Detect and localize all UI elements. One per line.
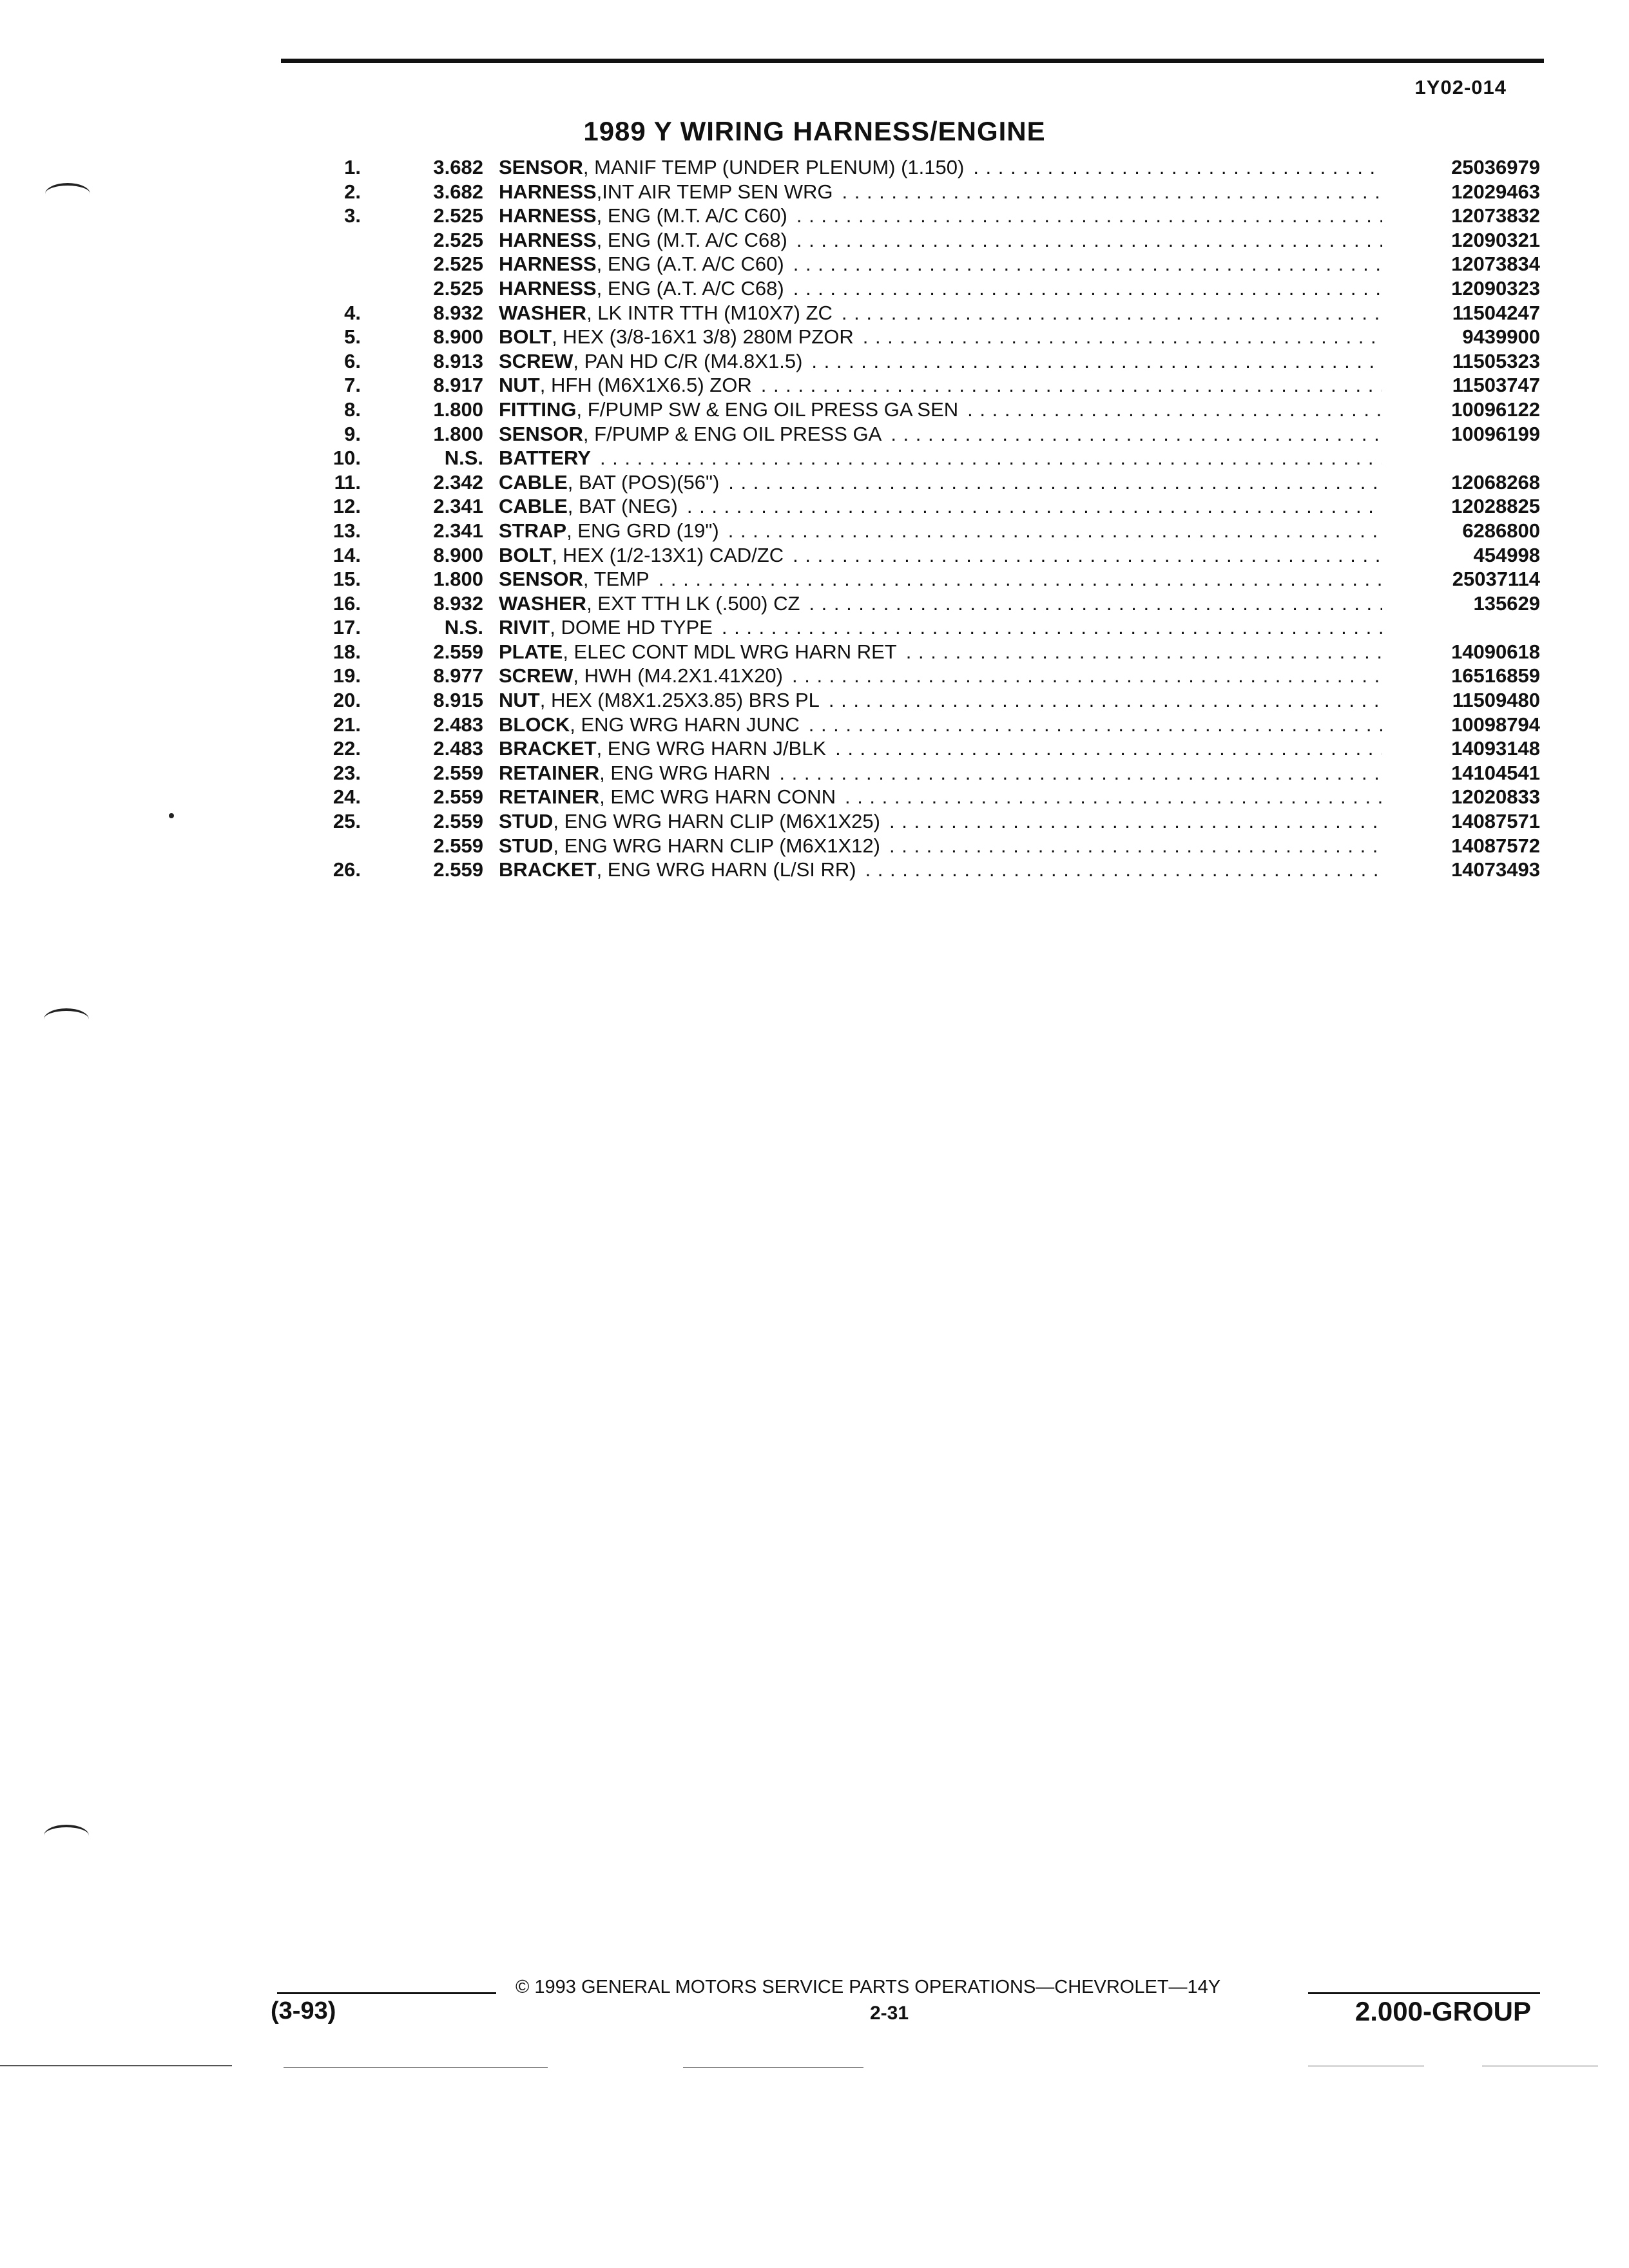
- group-number: 8.917: [433, 374, 483, 397]
- part-number: 12073832: [1451, 204, 1540, 227]
- part-description: [499, 398, 1382, 422]
- part-detail: , HWH (M4.2X1.41X20): [573, 664, 783, 687]
- part-detail: , ENG WRG HARN J/BLK: [596, 737, 827, 760]
- group-number: 2.559: [433, 810, 483, 833]
- part-description: [499, 664, 1382, 688]
- part-number: 9439900: [1462, 325, 1540, 349]
- part-name: BLOCK: [499, 713, 570, 736]
- group-number: 2.525: [433, 253, 483, 276]
- group-number: 2.483: [433, 737, 483, 760]
- item-number: 9.: [344, 422, 361, 445]
- part-name: STUD: [499, 834, 554, 857]
- part-number: 12020833: [1451, 785, 1540, 809]
- part-row: [303, 615, 1540, 640]
- item-number: 5.: [344, 325, 361, 349]
- part-number: 6286800: [1462, 519, 1540, 542]
- part-description: [499, 713, 1382, 737]
- part-description: [499, 276, 1382, 301]
- part-description: [499, 494, 1382, 519]
- part-name: CABLE: [499, 495, 568, 518]
- part-detail: , ENG WRG HARN (L/SI RR): [596, 858, 856, 881]
- part-name: BRACKET: [499, 737, 597, 760]
- group-number: 1.800: [433, 422, 483, 445]
- group-number: 1.800: [433, 398, 483, 421]
- part-detail: , BAT (POS)(56"): [567, 470, 720, 494]
- group-number: 3.682: [433, 180, 483, 203]
- part-number: 14073493: [1451, 858, 1540, 881]
- group-number: 8.915: [433, 689, 483, 712]
- part-description: [499, 615, 1382, 640]
- part-number: 11505323: [1452, 349, 1540, 372]
- binder-hole-mark: [44, 1008, 89, 1030]
- item-number: 6.: [344, 349, 361, 372]
- part-name: HARNESS: [499, 276, 597, 300]
- part-detail: , HEX (1/2-13X1) CAD/ZC: [552, 543, 784, 566]
- part-number: 14104541: [1451, 761, 1540, 784]
- group-number: N.S.: [444, 616, 483, 639]
- part-number: 12090321: [1451, 228, 1540, 251]
- part-description: [499, 422, 1382, 447]
- part-name: STRAP: [499, 519, 567, 542]
- part-name: SENSOR: [499, 156, 583, 178]
- part-detail: [591, 447, 600, 469]
- part-name: BRACKET: [499, 858, 597, 881]
- part-row: [303, 688, 1540, 713]
- scan-line: [683, 2067, 863, 2068]
- item-number: 10.: [333, 447, 361, 470]
- item-number: 26.: [333, 858, 361, 881]
- part-row: [303, 761, 1540, 785]
- item-number: 15.: [333, 568, 361, 591]
- scan-line: [0, 2065, 232, 2066]
- part-row: [303, 736, 1540, 761]
- part-name: SCREW: [499, 664, 574, 687]
- part-number: 10096122: [1451, 398, 1540, 421]
- item-number: 3.: [344, 204, 361, 227]
- part-row: [303, 834, 1540, 858]
- group-number: 2.525: [433, 204, 483, 227]
- group-number: 8.913: [433, 349, 483, 372]
- part-row: [303, 349, 1540, 374]
- part-name: SENSOR: [499, 422, 583, 445]
- part-detail: , F/PUMP & ENG OIL PRESS GA: [583, 422, 882, 445]
- part-row: [303, 446, 1540, 470]
- part-description: [499, 543, 1382, 568]
- part-detail: , ENG (M.T. A/C C68): [596, 228, 787, 251]
- part-row: [303, 640, 1540, 664]
- part-name: SENSOR: [499, 568, 583, 591]
- part-name: HARNESS: [499, 180, 597, 203]
- part-name: RETAINER: [499, 785, 600, 809]
- part-name: BATTERY: [499, 447, 591, 470]
- part-number: 25037114: [1452, 568, 1540, 591]
- item-number: 13.: [333, 519, 361, 542]
- part-number: 12028825: [1451, 495, 1540, 518]
- part-row: [303, 785, 1540, 809]
- part-detail: , PAN HD C/R (M4.8X1.5): [573, 349, 803, 372]
- part-description: [499, 858, 1382, 882]
- part-number: 10096199: [1451, 422, 1540, 445]
- doc-code: 1Y02-014: [1414, 76, 1507, 99]
- part-description: [499, 373, 1382, 398]
- item-number: 19.: [333, 664, 361, 687]
- part-row: [303, 180, 1540, 204]
- binder-hole-mark: [44, 1825, 89, 1847]
- part-description: [499, 567, 1382, 591]
- part-name: STUD: [499, 810, 554, 833]
- page-title: 1989 Y WIRING HARNESS/ENGINE: [583, 116, 1046, 146]
- part-row: [303, 494, 1540, 519]
- group-number: 2.559: [433, 858, 483, 881]
- part-description: [499, 688, 1382, 713]
- group-number: 2.525: [433, 276, 483, 300]
- part-description: [499, 640, 1382, 664]
- part-description: [499, 736, 1382, 761]
- part-detail: , BAT (NEG): [567, 495, 678, 518]
- item-number: 20.: [333, 689, 361, 712]
- group-number: 8.977: [433, 664, 483, 687]
- part-detail: ,INT AIR TEMP SEN WRG: [596, 180, 833, 203]
- part-name: WASHER: [499, 301, 587, 324]
- part-description: [499, 785, 1382, 809]
- group-number: 2.341: [433, 495, 483, 518]
- item-number: 1.: [344, 156, 361, 178]
- footer-rule-right: [1308, 1992, 1540, 1994]
- part-name: FITTING: [499, 398, 577, 421]
- item-number: 11.: [334, 470, 361, 494]
- group-number: 2.559: [433, 785, 483, 809]
- group-number: 2.559: [433, 834, 483, 857]
- part-description: [499, 761, 1382, 785]
- part-description: [499, 834, 1382, 858]
- part-detail: , LK INTR TTH (M10X7) ZC: [586, 301, 833, 324]
- group-number: N.S.: [444, 447, 483, 470]
- part-row: [303, 373, 1540, 398]
- group-number: 8.932: [433, 591, 483, 615]
- part-description: [499, 519, 1382, 543]
- part-number: 14087572: [1451, 834, 1540, 857]
- part-row: [303, 858, 1540, 882]
- part-number: 454998: [1473, 543, 1540, 566]
- part-detail: , ENG WRG HARN: [599, 761, 771, 784]
- part-row: [303, 591, 1540, 616]
- part-detail: , ENG WRG HARN JUNC: [570, 713, 800, 736]
- part-row: [303, 809, 1540, 834]
- part-row: [303, 543, 1540, 568]
- part-detail: , HFH (M6X1X6.5) ZOR: [539, 374, 752, 397]
- item-number: 2.: [344, 180, 361, 203]
- item-number: 18.: [333, 640, 361, 663]
- item-number: 23.: [333, 761, 361, 784]
- part-number: 135629: [1473, 591, 1540, 615]
- part-detail: , ENG WRG HARN CLIP (M6X1X25): [553, 810, 880, 833]
- item-number: 14.: [333, 543, 361, 566]
- part-name: CABLE: [499, 470, 568, 494]
- part-name: HARNESS: [499, 253, 597, 276]
- copyright-text: © 1993 GENERAL MOTORS SERVICE PARTS OPERATIONS—CHEVROLET—14Y: [516, 1977, 1221, 1997]
- part-row: [303, 325, 1540, 349]
- part-row: [303, 470, 1540, 495]
- item-number: 17.: [333, 616, 361, 639]
- part-name: NUT: [499, 374, 540, 397]
- part-number: 11503747: [1452, 374, 1540, 397]
- part-name: BOLT: [499, 543, 552, 566]
- part-number: 14090618: [1451, 640, 1540, 663]
- part-description: [499, 591, 1382, 616]
- part-name: SCREW: [499, 349, 574, 372]
- part-number: 10098794: [1451, 713, 1540, 736]
- footer-date: (3-93): [271, 1997, 336, 2024]
- part-number: 12068268: [1451, 470, 1540, 494]
- part-detail: , TEMP: [583, 568, 650, 591]
- group-number: 2.559: [433, 640, 483, 663]
- part-number: 12073834: [1451, 253, 1540, 276]
- part-description: [499, 204, 1382, 228]
- part-name: PLATE: [499, 640, 563, 663]
- item-number: 7.: [344, 374, 361, 397]
- part-description: [499, 809, 1382, 834]
- group-number: 2.559: [433, 761, 483, 784]
- item-number: 4.: [344, 301, 361, 324]
- part-number: 25036979: [1451, 156, 1540, 178]
- item-number: 25.: [333, 810, 361, 833]
- part-detail: , ENG (A.T. A/C C60): [596, 253, 784, 276]
- part-detail: , MANIF TEMP (UNDER PLENUM) (1.150): [583, 156, 965, 178]
- part-description: [499, 325, 1382, 349]
- group-number: 2.342: [433, 470, 483, 494]
- part-row: [303, 567, 1540, 591]
- item-number: 16.: [333, 591, 361, 615]
- part-number: 11504247: [1452, 301, 1540, 324]
- group-number: 8.932: [433, 301, 483, 324]
- part-name: WASHER: [499, 591, 587, 615]
- part-detail: , ELEC CONT MDL WRG HARN RET: [563, 640, 897, 663]
- part-detail: , ENG (A.T. A/C C68): [596, 276, 784, 300]
- part-description: [499, 446, 1382, 470]
- part-number: 11509480: [1452, 689, 1540, 712]
- part-detail: , ENG (M.T. A/C C60): [596, 204, 787, 227]
- footer-rule-left: [277, 1992, 496, 1994]
- part-detail: , ENG GRD (19"): [566, 519, 719, 542]
- part-row: [303, 204, 1540, 228]
- part-number: 16516859: [1451, 664, 1540, 687]
- part-description: [499, 349, 1382, 374]
- item-number: 8.: [344, 398, 361, 421]
- part-number: 14093148: [1451, 737, 1540, 760]
- part-number: 12090323: [1451, 276, 1540, 300]
- part-description: [499, 228, 1382, 253]
- part-description: [499, 155, 1382, 180]
- page-number: 2-31: [870, 2003, 909, 2024]
- part-number: 12029463: [1451, 180, 1540, 203]
- parts-list: [303, 155, 1540, 882]
- part-name: BOLT: [499, 325, 552, 349]
- part-detail: , ENG WRG HARN CLIP (M6X1X12): [553, 834, 880, 857]
- part-row: [303, 276, 1540, 301]
- part-name: HARNESS: [499, 228, 597, 251]
- item-number: 21.: [333, 713, 361, 736]
- part-detail: , DOME HD TYPE: [550, 616, 713, 639]
- scan-line: [284, 2067, 548, 2068]
- part-description: [499, 252, 1382, 276]
- part-row: [303, 155, 1540, 180]
- part-detail: , EMC WRG HARN CONN: [599, 785, 836, 809]
- part-description: [499, 470, 1382, 495]
- binder-hole-mark: [45, 183, 90, 205]
- item-number: 22.: [333, 737, 361, 760]
- group-label: 2.000-GROUP: [1354, 1996, 1531, 2026]
- part-row: [303, 713, 1540, 737]
- part-description: [499, 180, 1382, 204]
- part-row: [303, 398, 1540, 422]
- group-number: 2.525: [433, 228, 483, 251]
- part-name: RETAINER: [499, 761, 600, 784]
- part-detail: , EXT TTH LK (.500) CZ: [586, 591, 800, 615]
- part-detail: , HEX (3/8-16X1 3/8) 280M PZOR: [552, 325, 854, 349]
- top-rule: [281, 59, 1544, 63]
- part-name: RIVIT: [499, 616, 550, 639]
- group-number: 2.341: [433, 519, 483, 542]
- group-number: 8.900: [433, 543, 483, 566]
- part-description: [499, 301, 1382, 325]
- part-row: [303, 519, 1540, 543]
- group-number: 8.900: [433, 325, 483, 349]
- group-number: 2.483: [433, 713, 483, 736]
- item-number: 12.: [333, 495, 361, 518]
- part-row: [303, 664, 1540, 688]
- scan-speck: [169, 813, 174, 818]
- part-number: 14087571: [1451, 810, 1540, 833]
- group-number: 3.682: [433, 156, 483, 178]
- part-row: [303, 228, 1540, 253]
- part-row: [303, 422, 1540, 447]
- part-name: HARNESS: [499, 204, 597, 227]
- part-row: [303, 252, 1540, 276]
- part-name: NUT: [499, 689, 540, 712]
- part-detail: , HEX (M8X1.25X3.85) BRS PL: [539, 689, 820, 712]
- part-detail: , F/PUMP SW & ENG OIL PRESS GA SEN: [576, 398, 959, 421]
- part-row: [303, 301, 1540, 325]
- group-number: 1.800: [433, 568, 483, 591]
- item-number: 24.: [333, 785, 361, 809]
